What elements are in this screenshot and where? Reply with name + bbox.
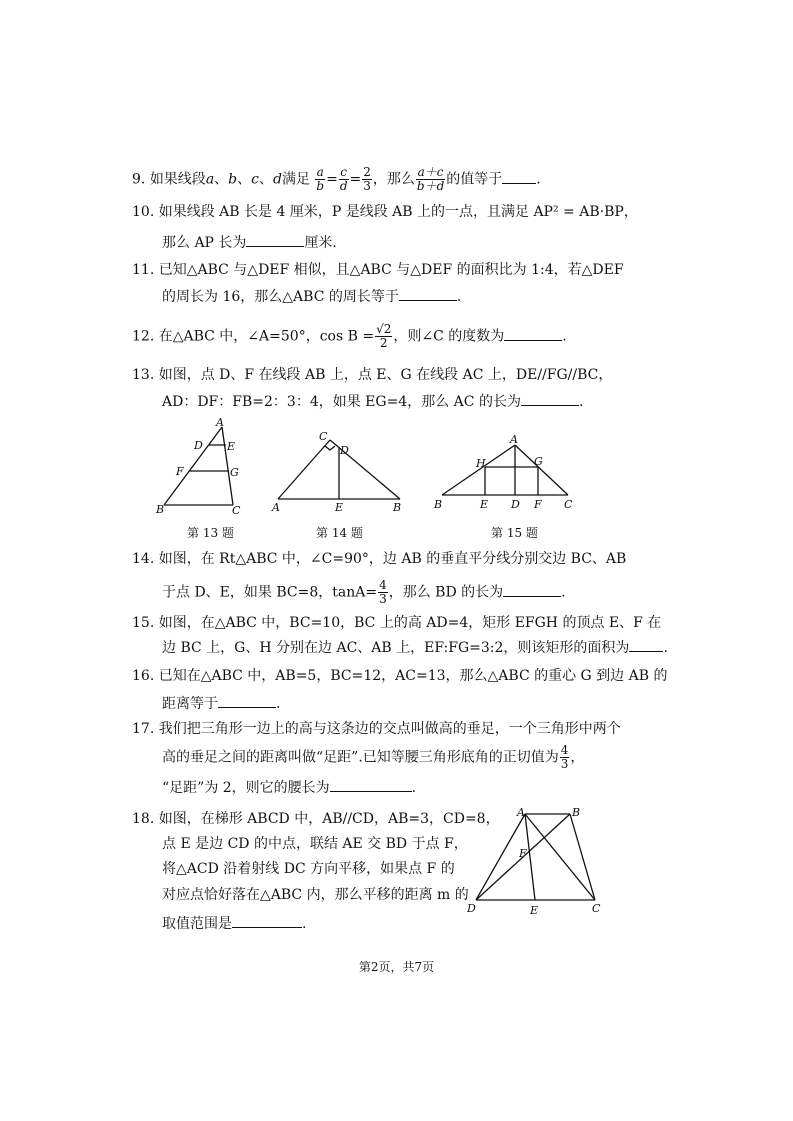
question-12 <box>132 323 567 350</box>
q13-end: . <box>578 394 584 410</box>
q17-answer-blank[interactable] <box>330 777 412 792</box>
q9-sep: 、 <box>237 171 252 188</box>
q9-sep: 、 <box>214 171 229 188</box>
q15-number: 15. <box>132 615 155 631</box>
q9-text: 如果线段 <box>149 171 206 188</box>
q13-answer-blank[interactable] <box>521 391 579 406</box>
question-14-line2 <box>162 579 566 606</box>
fig18-label-f: F <box>519 847 527 860</box>
q13-line2: AD：DF：FB=2：3：4，如果 EG=4，那么 AC 的长为 <box>162 394 521 410</box>
question-18 <box>132 808 500 828</box>
q17-end: . <box>411 780 417 796</box>
q9-frac-num: 2 <box>363 165 371 179</box>
q17-line3: “足距”为 2，则它的腰长为 <box>162 780 330 796</box>
fig14-label-e: E <box>335 501 344 514</box>
q18-line2: 点 E 是边 CD 的中点，联结 AE 交 BD 于点 F， <box>162 836 468 852</box>
q9-var-c: c <box>251 171 259 188</box>
fig15-label-d: D <box>511 498 520 511</box>
fig13-label-b: B <box>156 503 165 515</box>
q14-line2b: ，那么 BD 的长为 <box>388 584 504 601</box>
fig13-label-c: C <box>232 504 241 515</box>
q15-end: . <box>663 640 668 656</box>
q9-text3: ，那么 <box>372 171 415 188</box>
q18-line5: 取值范围是 <box>162 916 232 932</box>
q9-frac-num: a <box>316 165 324 179</box>
fig18-side-bc <box>570 814 595 900</box>
page-number: 第2页，共7页 <box>358 960 435 974</box>
q9-sep: 、 <box>258 171 273 188</box>
fig14-label-d: D <box>340 444 349 457</box>
q9-frac-den: 3 <box>363 179 371 193</box>
q17-frac-num: 4 <box>560 743 569 757</box>
q15-answer-blank[interactable] <box>629 637 663 652</box>
fig18-diag-ac <box>525 814 595 900</box>
fig15-side-ab <box>442 445 515 495</box>
q12-end: . <box>562 328 567 345</box>
q11-line2: 的周长为 16，那么△ABC 的周长等于 <box>162 289 399 305</box>
q18-end: . <box>302 916 307 932</box>
question-17 <box>132 718 621 738</box>
fig13-label-f: F <box>176 465 184 478</box>
fig13-caption: 第 13 题 <box>187 526 234 540</box>
q13-number: 13. <box>132 367 155 383</box>
fig14-right-angle-mark <box>325 446 335 450</box>
q12-text: 在△ABC 中，∠A=50°，cos B = <box>158 328 375 345</box>
q9-var-d: d <box>272 171 282 188</box>
q11-answer-blank[interactable] <box>399 286 457 301</box>
fig13-label-a: A <box>216 416 224 429</box>
q9-answer-blank[interactable] <box>502 169 536 184</box>
q17-number: 17. <box>132 721 155 737</box>
q18-line1: 如图，在梯形 ABCD 中，AB//CD，AB=3，CD=8， <box>158 811 500 827</box>
q9-frac-num: a＋c <box>417 165 444 179</box>
fig15-side-ac <box>515 445 568 495</box>
figure-14 <box>268 425 408 515</box>
q10-line1: 如果线段 AB 长是 4 厘米，P 是线段 AB 上的一点，且满足 AP² = AB·BP， <box>158 204 638 220</box>
q9-number: 9. <box>132 171 146 188</box>
q11-line1: 已知△ABC 与△DEF 相似，且△ABC 与△DEF 的面积比为 1:4，若△DEF <box>158 262 624 278</box>
q9-end: . <box>536 171 541 188</box>
q14-line2: 于点 D、E，如果 BC=8，tanA= <box>162 584 378 601</box>
q9-frac-c-d <box>339 166 349 193</box>
q9-frac-sum <box>416 166 445 193</box>
question-13 <box>132 364 612 384</box>
q14-frac-den: 3 <box>379 592 387 606</box>
q15-line2: 边 BC 上，G、H 分别在边 AC、AB 上，EF:FG=3:2，则该矩形的面积为 <box>162 640 630 656</box>
figure-18 <box>462 800 607 920</box>
fig15-label-g: G <box>534 455 543 468</box>
q9-frac-den: d <box>339 179 348 193</box>
fig18-label-b: B <box>572 806 581 819</box>
q17-frac <box>560 744 570 771</box>
q14-end: . <box>561 584 566 601</box>
q14-number: 14. <box>132 551 155 567</box>
fig13-side-ab <box>164 427 222 505</box>
question-16 <box>132 665 667 685</box>
fig18-label-e: E <box>530 904 539 917</box>
q14-answer-blank[interactable] <box>503 582 561 597</box>
question-15-line2 <box>162 637 668 657</box>
fig14-label-b: B <box>393 501 402 514</box>
question-10-line2 <box>162 232 337 252</box>
fig13-label-d: D <box>194 439 203 452</box>
fig15-label-e: E <box>480 498 489 511</box>
figure-15 <box>430 430 580 515</box>
q10-number: 10. <box>132 204 155 220</box>
q12-frac <box>375 323 392 350</box>
fig14-label-a: A <box>272 501 280 514</box>
question-10 <box>132 201 638 221</box>
q14-frac <box>378 579 388 606</box>
q15-line1: 如图，在△ABC 中，BC=10，BC 上的高 AD=4，矩形 EFGH 的顶点 E、F 在 <box>158 615 662 631</box>
q17-line2: 高的垂足之间的距离叫做“足距”.已知等腰三角形底角的正切值为 <box>162 749 559 766</box>
q14-line1: 如图，在 Rt△ABC 中，∠C=90°，边 AB 的垂直平分线分别交边 BC、AB <box>158 551 627 567</box>
question-17-line2 <box>162 744 584 771</box>
question-17-line3 <box>162 777 416 797</box>
q9-frac-den: b＋d <box>416 179 445 193</box>
fig18-label-c: C <box>592 902 601 915</box>
question-9 <box>132 166 541 193</box>
question-11 <box>132 259 624 279</box>
q17-frac-den: 3 <box>560 757 569 771</box>
q9-var-a: a <box>205 171 215 188</box>
q9-text4: 的值等于 <box>446 171 503 188</box>
question-18-line5 <box>162 913 306 933</box>
fig15-label-h: H <box>476 457 486 470</box>
q12-answer-blank[interactable] <box>504 326 562 341</box>
question-11-line2 <box>162 286 461 306</box>
q9-text2: 满足 <box>281 171 310 188</box>
q10-line2: 那么 AP 长为 <box>162 235 247 251</box>
q10-unit: 厘米. <box>304 235 337 251</box>
q9-eq: = <box>326 171 338 188</box>
q11-end: . <box>456 289 462 305</box>
fig18-label-d: D <box>467 902 476 915</box>
q18-line4: 对应点恰好落在△ABC 内，那么平移的距离 m 的 <box>162 887 469 903</box>
q14-frac-num: 4 <box>379 578 387 592</box>
fig14-side-ac <box>278 440 330 499</box>
fig15-label-a: A <box>510 433 518 446</box>
question-14 <box>132 548 626 568</box>
q18-line3: 将△ACD 沿着射线 DC 方向平移，如果点 F 的 <box>162 861 455 877</box>
q9-frac-den: b <box>316 179 325 193</box>
q9-eq: = <box>349 171 362 188</box>
q9-frac-2-3 <box>362 166 372 193</box>
q17-line2b: ， <box>570 749 585 766</box>
q16-line2: 距离等于 <box>162 696 218 712</box>
q12-number: 12. <box>132 328 155 345</box>
question-16-line2 <box>162 693 280 713</box>
fig14-caption: 第 14 题 <box>316 526 363 540</box>
fig15-label-f: F <box>534 498 542 511</box>
q16-end: . <box>276 696 281 712</box>
question-13-line2 <box>162 391 583 411</box>
fig15-label-b: B <box>434 498 443 511</box>
fig13-label-g: G <box>230 466 239 479</box>
q16-line1: 已知在△ABC 中，AB=5，BC=12，AC=13，那么△ABC 的重心 G 到边 AB 的 <box>158 668 668 684</box>
q9-frac-num: c <box>340 165 348 179</box>
q12-frac-num: √2 <box>376 322 392 336</box>
q16-number: 16. <box>132 668 155 684</box>
q12-frac-den: 2 <box>379 336 388 350</box>
q9-var-b: b <box>228 171 238 188</box>
fig13-label-e: E <box>227 440 236 453</box>
q16-answer-blank[interactable] <box>218 693 276 708</box>
figure-13 <box>152 415 252 515</box>
fig15-label-c: C <box>564 498 573 511</box>
q11-number: 11. <box>132 262 155 278</box>
q18-answer-blank[interactable] <box>232 913 302 928</box>
q17-line1: 我们把三角形一边上的高与这条边的交点叫做高的垂足，一个三角形中两个 <box>158 721 621 737</box>
q13-line1: 如图，点 D、F 在线段 AB 上，点 E、G 在线段 AC 上，DE//FG//BC， <box>158 367 613 383</box>
fig14-label-c: C <box>319 430 328 443</box>
q10-answer-blank[interactable] <box>246 232 304 247</box>
fig18-label-a: A <box>517 806 525 819</box>
fig15-caption: 第 15 题 <box>491 526 538 540</box>
q12-text2: ，则∠C 的度数为 <box>393 328 505 345</box>
q18-number: 18. <box>132 811 155 827</box>
q9-frac-a-b <box>315 166 325 193</box>
question-15 <box>132 612 661 632</box>
fig18-side-ad <box>476 814 525 900</box>
